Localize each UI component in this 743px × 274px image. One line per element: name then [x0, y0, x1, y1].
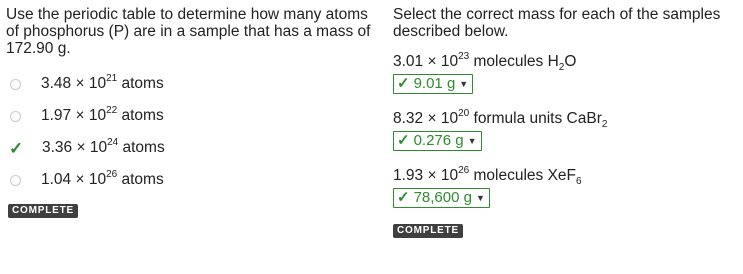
checkmark-icon: ✓ — [397, 189, 410, 206]
chevron-down-icon: ▼ — [467, 136, 477, 146]
instruction-text: Select the correct mass for each of the samples described below. — [393, 6, 721, 40]
sample-description: $1.93 \times 10^{26}$ molecules XeF$_6$ — [393, 165, 582, 187]
option-label: $3.36 \times 10^{24}$ atoms — [42, 137, 165, 156]
radio-icon[interactable] — [10, 175, 21, 186]
chevron-down-icon: ▼ — [459, 79, 469, 89]
option-1[interactable] — [6, 68, 376, 100]
mass-select[interactable] — [393, 131, 482, 151]
checkmark-icon: ✓ — [397, 75, 410, 92]
option-3[interactable] — [6, 132, 376, 164]
answer-options — [6, 68, 376, 196]
option-2[interactable] — [6, 100, 376, 132]
sample-description: $3.01 \times 10^{23}$ molecules $H_2O$ — [393, 51, 577, 73]
question-panel-right — [393, 0, 738, 238]
sample-1 — [393, 53, 738, 94]
option-4[interactable] — [6, 164, 376, 196]
sample-2 — [393, 110, 738, 151]
question-text: Use the periodic table to determine how many atoms of phosphorus (P) are in a sample that has a mass of 172.90 g. — [6, 6, 371, 57]
selected-value: 0.276 g — [413, 132, 464, 149]
mass-select[interactable] — [393, 188, 490, 208]
chevron-down-icon: ▼ — [475, 193, 485, 203]
radio-icon[interactable] — [10, 79, 21, 90]
option-label: $1.97 \times 10^{22}$ atoms — [41, 105, 164, 124]
option-label: $3.48 \times 10^{21}$ atoms — [41, 73, 164, 92]
question-panel-left — [6, 0, 376, 218]
selected-value: 78,600 g — [413, 189, 472, 206]
samples — [393, 53, 738, 208]
checkmark-icon: ✓ — [397, 132, 410, 149]
radio-icon[interactable] — [10, 111, 21, 122]
sample-3 — [393, 167, 738, 208]
selected-value: 9.01 g — [413, 75, 456, 92]
option-label: $1.04 \times 10^{26}$ atoms — [41, 169, 164, 188]
status-badge: COMPLETE — [8, 204, 78, 218]
checkmark-icon: ✓ — [9, 138, 24, 158]
status-badge: COMPLETE — [393, 224, 463, 238]
mass-select[interactable] — [393, 74, 473, 94]
sample-description: $8.32 \times 10^{20}$ formula units CaBr$_2$ — [393, 108, 608, 130]
